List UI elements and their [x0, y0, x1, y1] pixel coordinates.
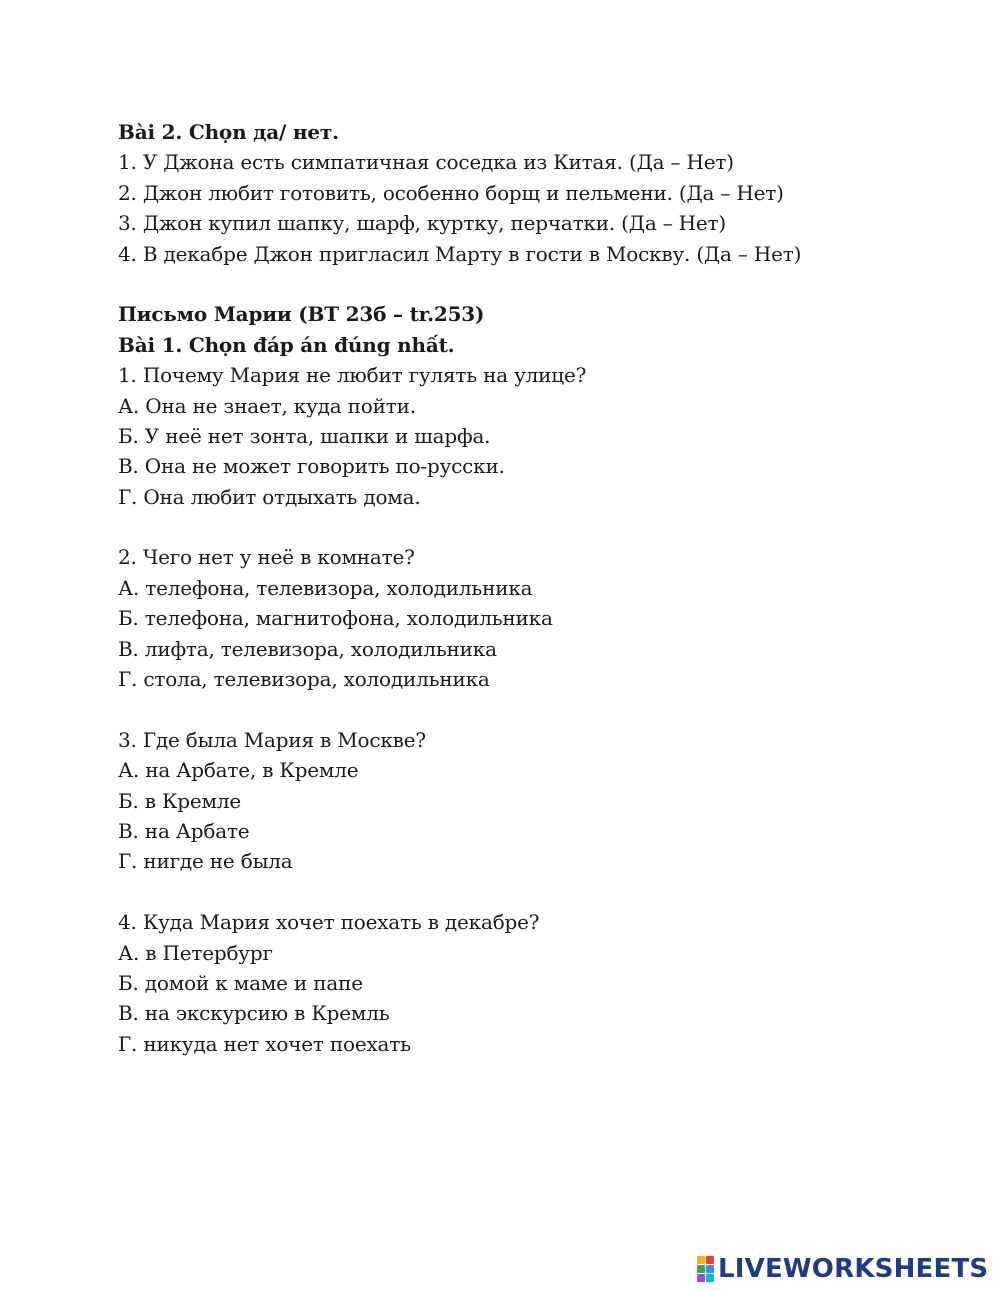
statement-item: 3. Джон купил шапку, шарф, куртку, перчатки. (Да – Нет) — [118, 211, 727, 236]
answer-option: Б. У неё нет зонта, шапки и шарфа. — [118, 423, 491, 448]
text-heading: Письмо Марии (BT 23б – tr.253) — [118, 302, 485, 327]
worksheet-content — [118, 117, 978, 1059]
answer-option: Б. телефона, магнитофона, холодильника — [118, 606, 553, 631]
answer-option: А. Она не знает, куда пойти. — [118, 393, 416, 418]
answer-option: А. телефона, телевизора, холодильника — [118, 575, 533, 600]
statement-item: 1. У Джона есть симпатичная соседка из Китая. (Да – Нет) — [118, 150, 734, 175]
statement-item: 2. Джон любит готовить, особенно борщ и пельмени. (Да – Нет) — [118, 180, 784, 205]
question: 4. Куда Мария хочет поехать в декабре? — [118, 910, 540, 935]
answer-option: В. на экскурсию в Кремль — [118, 1001, 390, 1026]
logo-text: LIVEWORKSHEETS — [718, 1254, 989, 1284]
statement-item: 4. В декабре Джон пригласил Марту в гости в Москву. (Да – Нет) — [118, 241, 802, 266]
answer-option: В. Она не может говорить по-русски. — [118, 454, 505, 479]
answer-option: Г. нигде не была — [118, 849, 293, 874]
answer-option: А. в Петербург — [118, 940, 273, 965]
logo-mark-icon — [697, 1256, 714, 1282]
answer-option: Г. Она любит отдыхать дома. — [118, 484, 421, 509]
answer-option: Б. в Кремле — [118, 788, 242, 813]
liveworksheets-logo — [697, 1254, 988, 1284]
answer-option: В. лифта, телевизора, холодильника — [118, 636, 497, 661]
spacer — [118, 269, 978, 299]
spacer — [118, 877, 978, 907]
section-title-multiple-choice: Bài 1. Chọn đáp án đúng nhất. — [118, 332, 455, 357]
question: 2. Чего нет у неё в комнате? — [118, 545, 415, 570]
answer-option: Б. домой к маме и папе — [118, 970, 363, 995]
spacer — [118, 694, 978, 724]
spacer — [118, 512, 978, 542]
question: 3. Где была Мария в Москве? — [118, 727, 426, 752]
answer-option: Г. никуда нет хочет поехать — [118, 1031, 411, 1056]
section-title-yes-no: Bài 2. Chọn да/ нет. — [118, 120, 339, 144]
answer-option: А. на Арбате, в Кремле — [118, 758, 359, 783]
answer-option: Г. стола, телевизора, холодильника — [118, 667, 490, 692]
answer-option: В. на Арбате — [118, 818, 250, 843]
question: 1. Почему Мария не любит гулять на улице? — [118, 363, 587, 388]
